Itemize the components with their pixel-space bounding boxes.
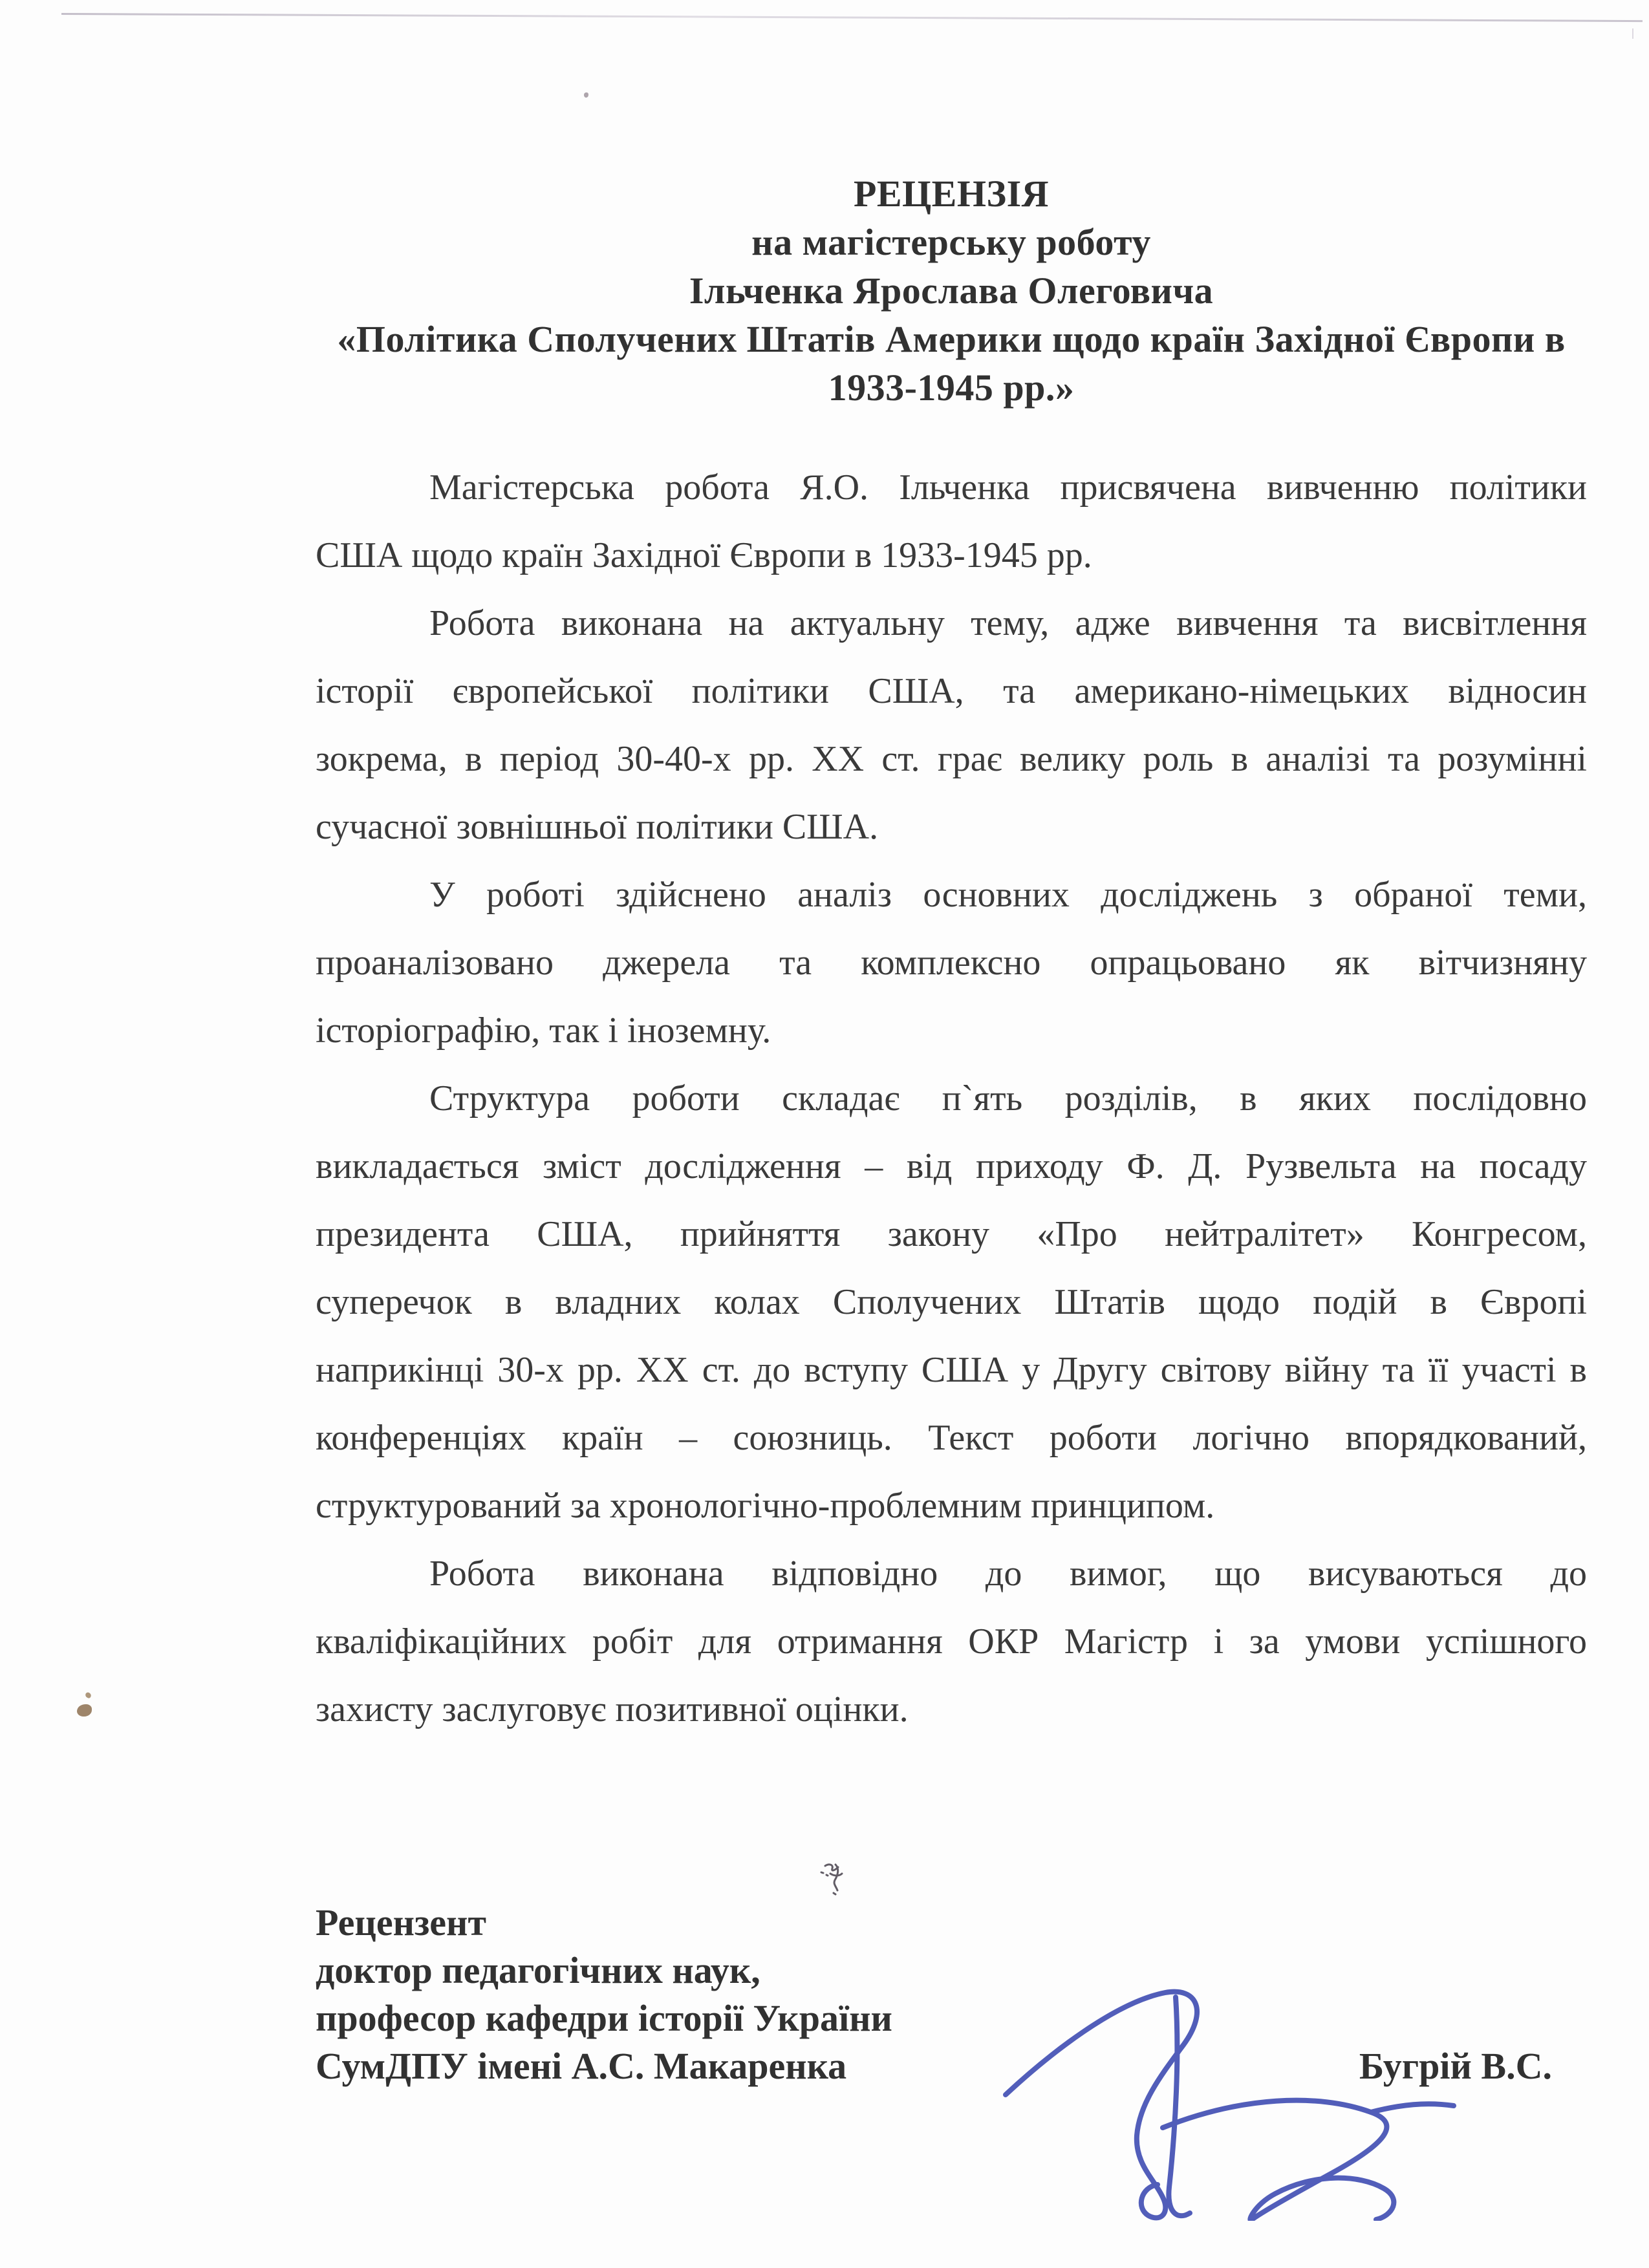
- paragraph: [316, 861, 1587, 1065]
- text-line: викладається зміст дослідження – від приходу Ф. Д. Рузвельта на посаду: [316, 1146, 1587, 1186]
- text-line: історії європейської політики США, та американо-німецьких відносин: [316, 671, 1587, 711]
- paragraph: [316, 454, 1587, 590]
- text-line: на магістерську роботу: [751, 221, 1151, 263]
- text-line: США щодо країн Західної Європи в 1933-1945 рр.: [316, 535, 1092, 575]
- text-line: кваліфікаційних робіт для отримання ОКР Магістр і за умови успішного: [316, 1621, 1587, 1662]
- document-body: [316, 454, 1587, 1744]
- paragraph: [316, 1065, 1587, 1540]
- text-line: сучасної зовнішньої політики США.: [316, 807, 879, 847]
- text-line: СумДПУ імені А.С. Макаренка: [316, 2045, 847, 2087]
- scanner-edge-line: [61, 13, 1643, 22]
- text-line: «Політика Сполучених Штатів Америки щодо країн Західної Європи в: [337, 318, 1566, 360]
- text-line: проаналізовано джерела та комплексно опрацьовано як вітчизняну: [316, 943, 1587, 983]
- ink-speck-top: [584, 92, 588, 98]
- text-line: структурований за хронологічно-проблемним принципом.: [316, 1486, 1215, 1526]
- text-line: доктор педагогічних наук,: [316, 1949, 760, 1991]
- scan-artifact-tick: [1632, 28, 1633, 39]
- text-line: Структура роботи складає п`ять розділів, в яких послідовно: [429, 1078, 1587, 1118]
- ink-speck-small: [85, 1691, 92, 1698]
- text-line: Ільченка Ярослава Олеговича: [689, 270, 1214, 312]
- text-line: У роботі здійснено аналіз основних досліджень з обраної теми,: [429, 875, 1587, 915]
- paragraph: [316, 590, 1587, 861]
- handwritten-signature: [970, 1962, 1474, 2221]
- text-line: Робота виконана відповідно до вимог, що висуваються до: [429, 1554, 1587, 1594]
- reviewer-name: Бугрій В.С.: [1359, 2045, 1552, 2087]
- text-line: зокрема, в період 30-40-х рр. XX ст. грає велику роль в аналізі та розумінні: [316, 739, 1587, 779]
- text-line: суперечок в владних колах Сполучених Штатів щодо подій в Європі: [316, 1282, 1587, 1322]
- ink-speck-large: [77, 1704, 92, 1717]
- text-line: 1933-1945 рр.»: [828, 367, 1075, 409]
- text-line: наприкінці 30-х рр. XX ст. до вступу США у Другу світову війну та її участі в: [316, 1350, 1587, 1390]
- text-line: захисту заслуговує позитивної оцінки.: [316, 1689, 909, 1729]
- paragraph: [316, 1540, 1587, 1744]
- text-line: Робота виконана на актуальну тему, адже вивчення та висвітлення: [429, 603, 1587, 643]
- text-line: конференціях країн – союзниць. Текст роботи логічно впорядкований,: [316, 1418, 1587, 1458]
- text-line: президента США, прийняття закону «Про нейтралітет» Конгресом,: [316, 1214, 1587, 1254]
- text-line: РЕЦЕНЗІЯ: [853, 173, 1050, 215]
- text-line: Рецензент: [316, 1901, 486, 1943]
- document-title: [316, 169, 1587, 412]
- text-line: історіографію, так і іноземну.: [316, 1011, 771, 1051]
- text-line: професор кафедри історії України: [316, 1997, 892, 2039]
- text-line: Магістерська робота Я.О. Ільченка присвячена вивченню політики: [429, 467, 1587, 508]
- ink-smudge: [816, 1861, 851, 1898]
